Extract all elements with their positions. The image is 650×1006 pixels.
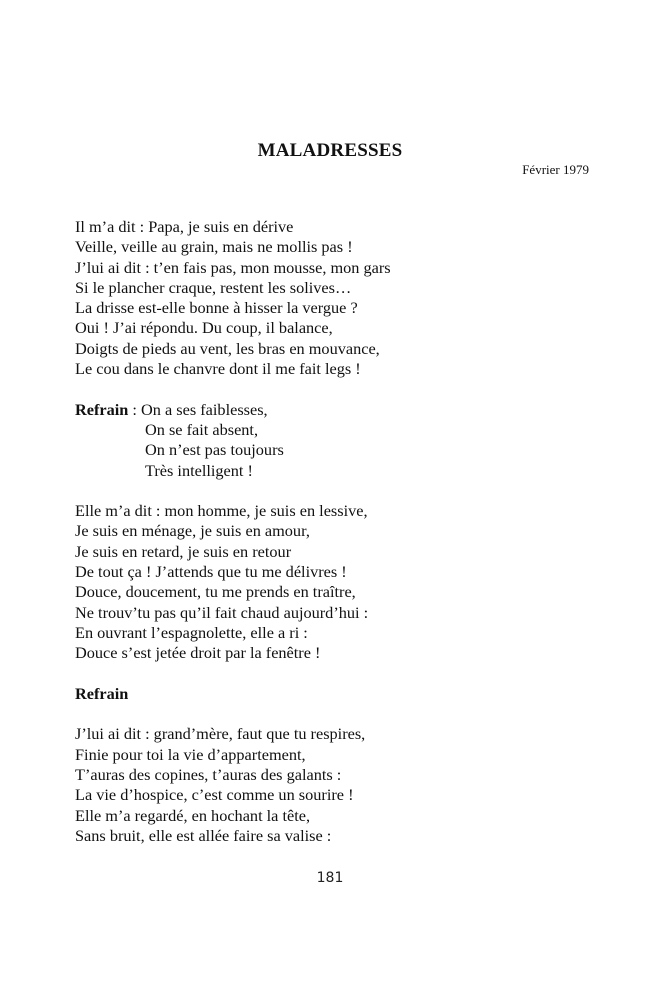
verse-line: Le cou dans le chanvre dont il me fait legs ! (75, 359, 361, 379)
verse-line: J’lui ai dit : grand’mère, faut que tu respires, (75, 724, 366, 744)
verse-line: Très intelligent ! (145, 460, 253, 480)
verse-line: En ouvrant l’espagnolette, elle a ri : (75, 622, 308, 642)
verse-line: La vie d’hospice, c’est comme un sourire ! (75, 785, 354, 805)
verse-line: Sans bruit, elle est allée faire sa valise : (75, 825, 332, 845)
verse-line: Ne trouv’tu pas qu’il fait chaud aujourd’hui : (75, 602, 369, 622)
verse-line: On n’est pas toujours (145, 440, 284, 460)
page-number: 181 (316, 870, 344, 886)
stanza-1 (75, 217, 595, 379)
refrain-label: Refrain (75, 683, 129, 703)
verse-line: Veille, veille au grain, mais ne mollis pas ! (75, 237, 353, 257)
verse-line: Doigts de pieds au vent, les bras en mouvance, (75, 338, 380, 358)
verse-line: Je suis en retard, je suis en retour (75, 541, 292, 561)
refrain-label: Refrain (75, 399, 129, 419)
stanza-3 (75, 724, 595, 846)
verse-line: La drisse est-elle bonne à hisser la vergue ? (75, 298, 358, 318)
verse-line: Douce, doucement, tu me prends en traître, (75, 582, 356, 602)
verse-line: De tout ça ! J’attends que tu me délivres ! (75, 562, 347, 582)
verse-line: Elle m’a regardé, en hochant la tête, (75, 805, 311, 825)
poem-body (75, 217, 595, 867)
poem-date: Février 1979 (522, 162, 589, 177)
verse-line: J’lui ai dit : t’en fais pas, mon mousse, mon gars (75, 257, 391, 277)
verse-line: On se fait absent, (145, 419, 259, 439)
verse-line: Douce s’est jetée droit par la fenêtre ! (75, 643, 321, 663)
verse-line: On a ses faiblesses, (141, 399, 268, 419)
verse-line: Oui ! J’ai répondu. Du coup, il balance, (75, 318, 333, 338)
refrain-first-line (75, 400, 595, 420)
verse-line: Il m’a dit : Papa, je suis en dérive (75, 217, 294, 236)
refrain-separator: : (128, 399, 142, 419)
refrain-repeat (75, 684, 595, 704)
verse-line: Si le plancher craque, restent les solives… (75, 277, 352, 297)
verse-line: Je suis en ménage, je suis en amour, (75, 521, 310, 541)
verse-line: Elle m’a dit : mon homme, je suis en lessive, (75, 501, 368, 521)
refrain-block (75, 400, 595, 481)
verse-line: T’auras des copines, t’auras des galants : (75, 765, 342, 785)
verse-line: Finie pour toi la vie d’appartement, (75, 744, 306, 764)
stanza-2 (75, 501, 595, 663)
poem-title: MALADRESSES (257, 140, 403, 161)
